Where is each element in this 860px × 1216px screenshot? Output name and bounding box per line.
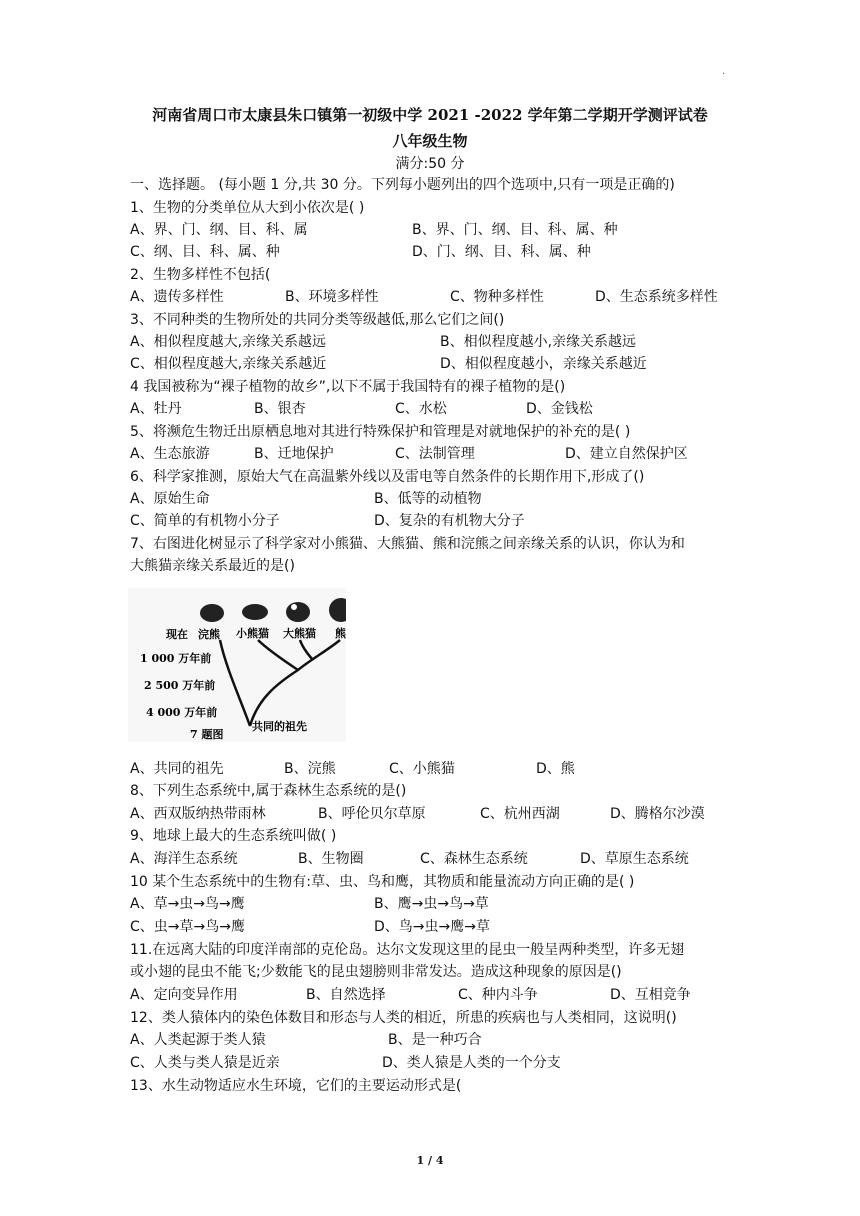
q5-option-d: D、建立自然保护区 <box>565 446 688 462</box>
label-now: 现在 <box>166 628 188 641</box>
q2-option-b: B、环境多样性 <box>285 289 379 305</box>
question-7-line-1: 7、右图进化树显示了科学家对小熊猫、大熊猫、熊和浣熊之间亲缘关系的认识，你认为和 <box>130 536 685 552</box>
q11-option-c: C、种内斗争 <box>458 987 538 1003</box>
label-2500: 2 500 万年前 <box>144 679 216 692</box>
exam-title: 河南省周口市太康县朱口镇第一初级中学 2021 -2022 学年第二学期开学测评试卷 <box>152 106 708 124</box>
q4-option-b: B、银杏 <box>254 401 306 417</box>
figure-caption: 7 题图 <box>190 728 224 741</box>
giant-panda-icon <box>286 602 310 622</box>
q1-option-b: B、界、门、纲、目、科、属、种 <box>412 222 618 238</box>
q12-option-d: D、类人猿是人类的一个分支 <box>382 1055 561 1071</box>
section-heading: 一、选择题。 (每小题 1 分,共 30 分。下列每小题列出的四个选项中,只有一项是正确的) <box>130 177 675 193</box>
question-7-line-2: 大熊猫亲缘关系最近的是() <box>130 558 295 574</box>
page-number: 1 / 4 <box>416 1154 444 1167</box>
q6-option-b: B、低等的动植物 <box>374 491 482 507</box>
q8-option-d: D、腾格尔沙漠 <box>610 806 705 822</box>
q3-option-b: B、相似程度越小,亲缘关系越远 <box>440 334 637 350</box>
q2-option-a: A、遗传多样性 <box>130 289 224 305</box>
question-6: 6、科学家推测，原始大气在高温紫外线以及雷电等自然条件的长期作用下,形成了() <box>130 469 645 485</box>
label-bear: 熊 <box>335 627 346 640</box>
label-red-panda: 小熊猫 <box>236 627 269 640</box>
question-1: 1、生物的分类单位从大到小依次是( ) <box>130 200 365 216</box>
exam-subject: 八年级生物 <box>392 132 468 150</box>
label-giant-panda: 大熊猫 <box>283 627 316 640</box>
q1-option-a: A、界、门、纲、目、科、属 <box>130 222 308 238</box>
question-2: 2、生物多样性不包括( <box>130 267 271 283</box>
q10-option-a: A、草→虫→鸟→鹰 <box>130 896 245 912</box>
q11-option-d: D、互相竞争 <box>610 987 691 1003</box>
q8-option-b: B、呼伦贝尔草原 <box>318 806 426 822</box>
question-8: 8、下列生态系统中,属于森林生态系统的是() <box>130 783 407 799</box>
raccoon-icon <box>200 604 224 622</box>
q1-option-d: D、门、纲、目、科、属、种 <box>412 244 591 260</box>
q12-option-c: C、人类与类人猿是近亲 <box>130 1055 280 1071</box>
q4-option-c: C、水松 <box>395 401 447 417</box>
q5-option-b: B、迁地保护 <box>254 446 334 462</box>
question-4: 4 我国被称为“裸子植物的故乡”,以下不属于我国特有的裸子植物的是() <box>130 379 566 395</box>
label-4000: 4 000 万年前 <box>146 706 218 719</box>
question-12: 12、类人猿体内的染色体数目和形态与人类的相近，所患的疾病也与人类相同，这说明() <box>130 1010 677 1026</box>
q5-option-c: C、法制管理 <box>395 446 475 462</box>
question-11-line-2: 或小翅的昆虫不能飞;少数能飞的昆虫翅膀则非常发达。造成这种现象的原因是() <box>130 964 622 980</box>
red-panda-icon <box>242 604 268 620</box>
question-5: 5、将濒危生物迁出原栖息地对其进行特殊保护和管理是对就地保护的补充的是( ) <box>130 424 631 440</box>
q10-option-c: C、虫→草→鸟→鹰 <box>130 919 245 935</box>
q1-option-c: C、纲、目、科、属、种 <box>130 244 280 260</box>
q10-option-b: B、鹰→虫→鸟→草 <box>374 896 489 912</box>
q6-option-a: A、原始生命 <box>130 491 210 507</box>
q9-option-a: A、海洋生态系统 <box>130 851 238 867</box>
q8-option-a: A、西双版纳热带雨林 <box>130 806 266 822</box>
question-3: 3、不同种类的生物所处的共同分类等级越低,那么它们之间() <box>130 312 505 328</box>
corner-dot: . <box>722 66 726 77</box>
q4-option-a: A、牡丹 <box>130 401 182 417</box>
question-13: 13、水生动物适应水生环境，它们的主要运动形式是( <box>130 1078 462 1094</box>
label-1000: 1 000 万年前 <box>140 652 212 665</box>
label-ancestor: 共同的祖先 <box>252 720 307 733</box>
q6-option-c: C、简单的有机物小分子 <box>130 513 280 529</box>
exam-score: 满分:50 分 <box>395 156 465 172</box>
evolution-tree-figure <box>128 588 346 742</box>
q5-option-a: A、生态旅游 <box>130 446 210 462</box>
q9-option-c: C、森林生态系统 <box>420 851 528 867</box>
q6-option-d: D、复杂的有机物大分子 <box>374 513 525 529</box>
q4-option-d: D、金钱松 <box>526 401 593 417</box>
q11-option-a: A、定向变异作用 <box>130 987 238 1003</box>
question-9: 9、地球上最大的生态系统叫做( ) <box>130 828 337 844</box>
q3-option-a: A、相似程度越大,亲缘关系越远 <box>130 334 327 350</box>
q2-option-c: C、物种多样性 <box>450 289 544 305</box>
q10-option-d: D、鸟→虫→鹰→草 <box>374 919 490 935</box>
q12-option-a: A、人类起源于类人猿 <box>130 1032 266 1048</box>
q3-option-d: D、相似程度越小，亲缘关系越近 <box>440 356 647 372</box>
q12-option-b: B、是一种巧合 <box>388 1032 482 1048</box>
label-raccoon: 浣熊 <box>198 628 220 641</box>
q9-option-b: B、生物圈 <box>298 851 364 867</box>
q2-option-d: D、生态系统多样性 <box>595 289 718 305</box>
q7-option-a: A、共同的祖先 <box>130 761 224 777</box>
question-11-line-1: 11.在远离大陆的印度洋南部的克伦岛。达尔文发现这里的昆虫一般呈两种类型，许多无翅 <box>130 942 685 958</box>
q7-option-b: B、浣熊 <box>284 761 336 777</box>
question-10: 10 某个生态系统中的生物有:草、虫、鸟和鹰，其物质和能量流动方向正确的是( ) <box>130 874 635 890</box>
q11-option-b: B、自然选择 <box>306 987 386 1003</box>
q8-option-c: C、杭州西湖 <box>480 806 560 822</box>
q7-option-c: C、小熊猫 <box>389 761 455 777</box>
q9-option-d: D、草原生态系统 <box>580 851 689 867</box>
q3-option-c: C、相似程度越大,亲缘关系越近 <box>130 356 327 372</box>
q7-option-d: D、熊 <box>536 761 575 777</box>
